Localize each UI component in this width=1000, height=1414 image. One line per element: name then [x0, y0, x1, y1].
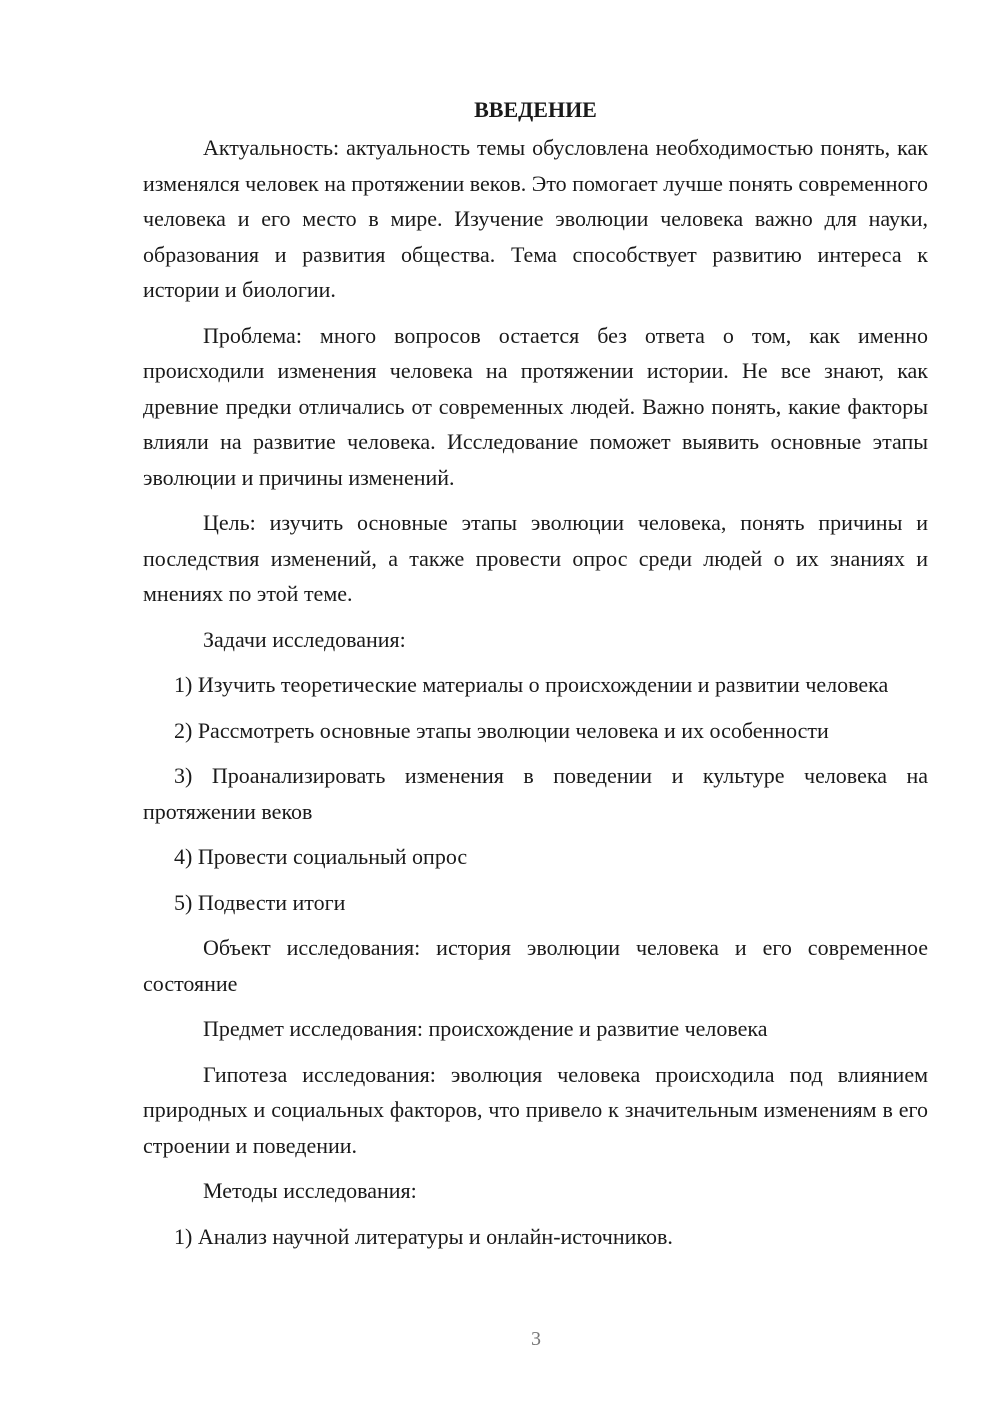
task-item-1: 1) Изучить теоретические материалы о происхождении и развитии человека: [174, 672, 889, 697]
task-item-4: 4) Провести социальный опрос: [174, 844, 468, 869]
goal-paragraph: Цель: изучить основные этапы эволюции человека, понять причины и последствия изменений, а также провести опрос среди людей о их знаниях и мнениях по этой теме.: [143, 510, 928, 606]
task-item-3: 3) Проанализировать изменения в поведении и культуре человека на протяжении веков: [143, 763, 928, 824]
document-page: [143, 92, 928, 1264]
page-number: 3: [531, 1328, 541, 1350]
subject-paragraph: Предмет исследования: происхождение и развитие человека: [203, 1016, 768, 1041]
problem-paragraph: Проблема: много вопросов остается без ответа о том, как именно происходили изменения человека на протяжении истории. Не все знают, как древние предки отличались от современных людей. Важно понять, какие факторы влияли на развитие человека. Исследование поможет выявить основные этапы эволюции и причины изменений.: [143, 322, 928, 490]
task-item-5: 5) Подвести итоги: [174, 889, 346, 915]
page-title: ВВЕДЕНИЕ: [474, 97, 597, 122]
task-item-2: 2) Рассмотреть основные этапы эволюции человека и их особенности: [174, 717, 829, 743]
relevance-paragraph: Актуальность: актуальность темы обусловлена необходимостью понять, как изменялся человек на протяжении веков. Это помогает лучше понять современного человека и его место в мире. Изучение эволюции человека важно для науки, образования и развития общества. Тема способствует развитию интереса к истории и биологии.: [143, 135, 928, 302]
methods-heading: Методы исследования:: [203, 1178, 417, 1203]
method-item-1: 1) Анализ научной литературы и онлайн-источников.: [174, 1223, 673, 1249]
hypothesis-paragraph: Гипотеза исследования: эволюция человека происходила под влиянием природных и социальных факторов, что привело к значительным изменениям в его строении и поведении.: [143, 1061, 928, 1158]
object-paragraph: Объект исследования: история эволюции человека и его современное состояние: [143, 935, 928, 996]
tasks-heading: Задачи исследования:: [203, 626, 406, 652]
